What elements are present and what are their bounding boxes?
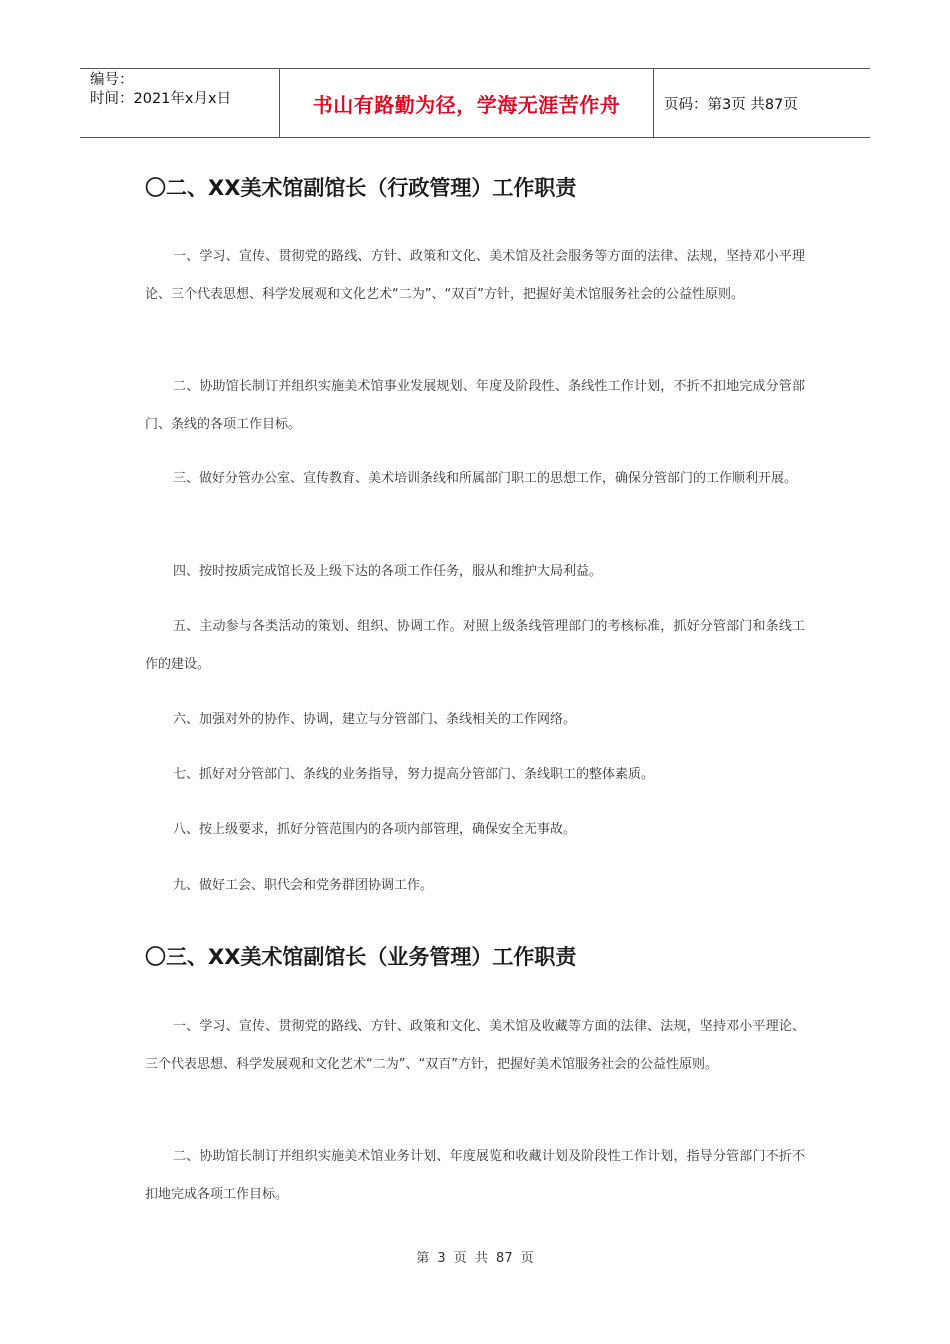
document-time-label: 时间：2021年x月x日: [90, 91, 232, 107]
header-page-info: 页码：第3页 共87页: [664, 96, 798, 113]
paragraph: 二、协助馆长制订并组织实施美术馆事业发展规划、年度及阶段性、条线性工作计划，不折不扣地完成分管部门、条线的各项工作目标。: [145, 379, 805, 432]
paragraph: 四、按时按质完成馆长及上级下达的各项工作任务，服从和维护大局利益。: [173, 564, 603, 579]
paragraph: 一、学习、宣传、贯彻党的路线、方针、政策和文化、美术馆及社会服务等方面的法律、法规，坚持邓小平理论、三个代表思想、科学发展观和文化艺术“二为”、“双百”方针，把握好美术馆服务社会的公益性原则。: [145, 249, 805, 302]
section-title-business: 〇三、XX美术馆副馆长（业务管理）工作职责: [145, 945, 577, 969]
paragraph: 三、做好分管办公室、宣传教育、美术培训条线和所属部门职工的思想工作，确保分管部门的工作顺利开展。: [173, 471, 798, 486]
paragraph: 一、学习、宣传、贯彻党的路线、方针、政策和文化、美术馆及收藏等方面的法律、法规，坚持邓小平理论、三个代表思想、科学发展观和文化艺术“二为”、“双百”方针，把握好美术馆服务社会的公益性原则。: [145, 1019, 805, 1072]
header-meta: [80, 69, 280, 137]
paragraph: 七、抓好对分管部门、条线的业务指导，努力提高分管部门、条线职工的整体素质。: [173, 767, 655, 782]
paragraph: 六、加强对外的协作、协调，建立与分管部门、条线相关的工作网络。: [173, 712, 577, 727]
header-motto-cell: [280, 69, 654, 137]
paragraph: 五、主动参与各类活动的策划、组织、协调工作。对照上级条线管理部门的考核标准，抓好分管部门和条线工作的建设。: [145, 619, 805, 672]
page-footer: 第 3 页 共 87 页: [416, 1251, 534, 1266]
paragraph: 八、按上级要求，抓好分管范围内的各项内部管理，确保安全无事故。: [173, 822, 577, 837]
document-number-label: 编号：: [90, 72, 134, 88]
paragraph: 九、做好工会、职代会和党务群团协调工作。: [173, 878, 434, 893]
page-header: [80, 68, 870, 138]
header-motto: 书山有路勤为径，学海无涯苦作舟: [312, 92, 621, 117]
paragraph: 二、协助馆长制订并组织实施美术馆业务计划、年度展览和收藏计划及阶段性工作计划，指导分管部门不折不扣地完成各项工作目标。: [145, 1149, 805, 1202]
section-title-admin: 〇二、XX美术馆副馆长（行政管理）工作职责: [145, 176, 577, 200]
